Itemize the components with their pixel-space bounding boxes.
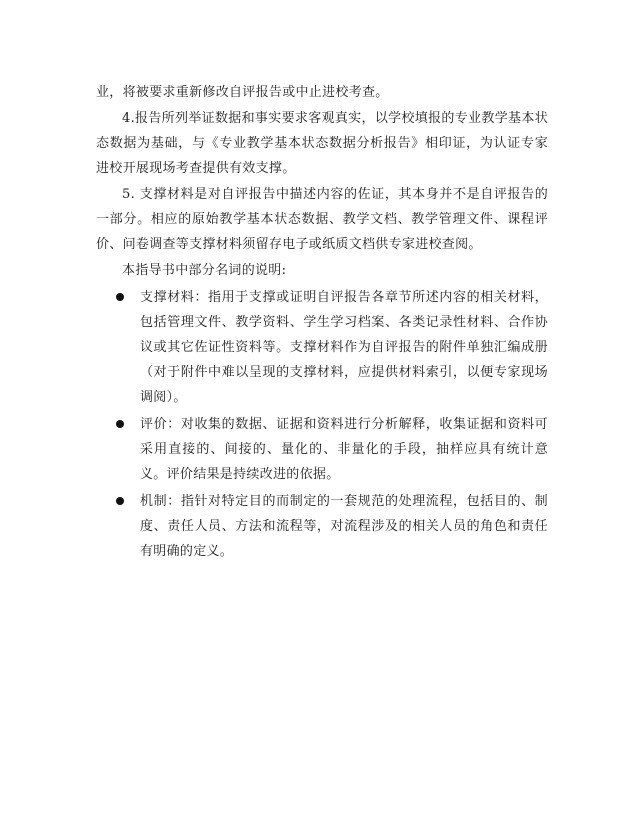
term-item-evaluation xyxy=(96,412,548,487)
paragraph-item-4: 4.报告所列举证数据和事实要求客观真实，以学校填报的专业教学基本状态数据为基础，与《专业教学基本状态数据分析报告》相印证，为认证专家进校开展现场考查提供有效支撑。 xyxy=(96,111,548,176)
bullet-icon xyxy=(116,293,124,301)
paragraph-item-5: 5. 支撑材料是对自评报告中描述内容的佐证，其本身并不是自评报告的一部分。相应的原始教学基本状态数据、教学文档、教学管理文件、课程评价、问卷调查等支撑材料须留存电子或纸质文档供专家进校查阅。 xyxy=(96,187,548,252)
paragraph-continuation: 业，将被要求重新修改自评报告或中止进校考查。 xyxy=(96,85,389,100)
bullet-icon xyxy=(116,497,124,505)
terms-list xyxy=(96,285,548,564)
term-item-mechanism xyxy=(96,489,548,564)
document-body xyxy=(96,80,548,566)
terms-intro: 本指导书中部分名词的说明: xyxy=(122,263,287,278)
term-text: 支撑材料：指用于支撑或证明自评报告各章节所述内容的相关材料，包括管理文件、教学资料、学生学习档案、各类记录性材料、合作协议或其它佐证性资料等。支撑材料作为自评报告的附件单独汇编成册（对于附件中难以呈现的支撑材料，应提供材料索引，以便专家现场调阅）。 xyxy=(140,290,548,405)
term-item-supporting-materials xyxy=(96,285,548,410)
term-text: 评价：对收集的数据、证据和资料进行分析解释，收集证据和资料可采用直接的、间接的、量化的、非量化的手段，抽样应具有统计意义。评价结果是持续改进的依据。 xyxy=(140,417,548,482)
bullet-icon xyxy=(116,420,124,428)
term-text: 机制：指针对特定目的而制定的一套规范的处理流程，包括目的、制度、责任人员、方法和流程等，对流程涉及的相关人员的角色和责任有明确的定义。 xyxy=(140,494,548,559)
